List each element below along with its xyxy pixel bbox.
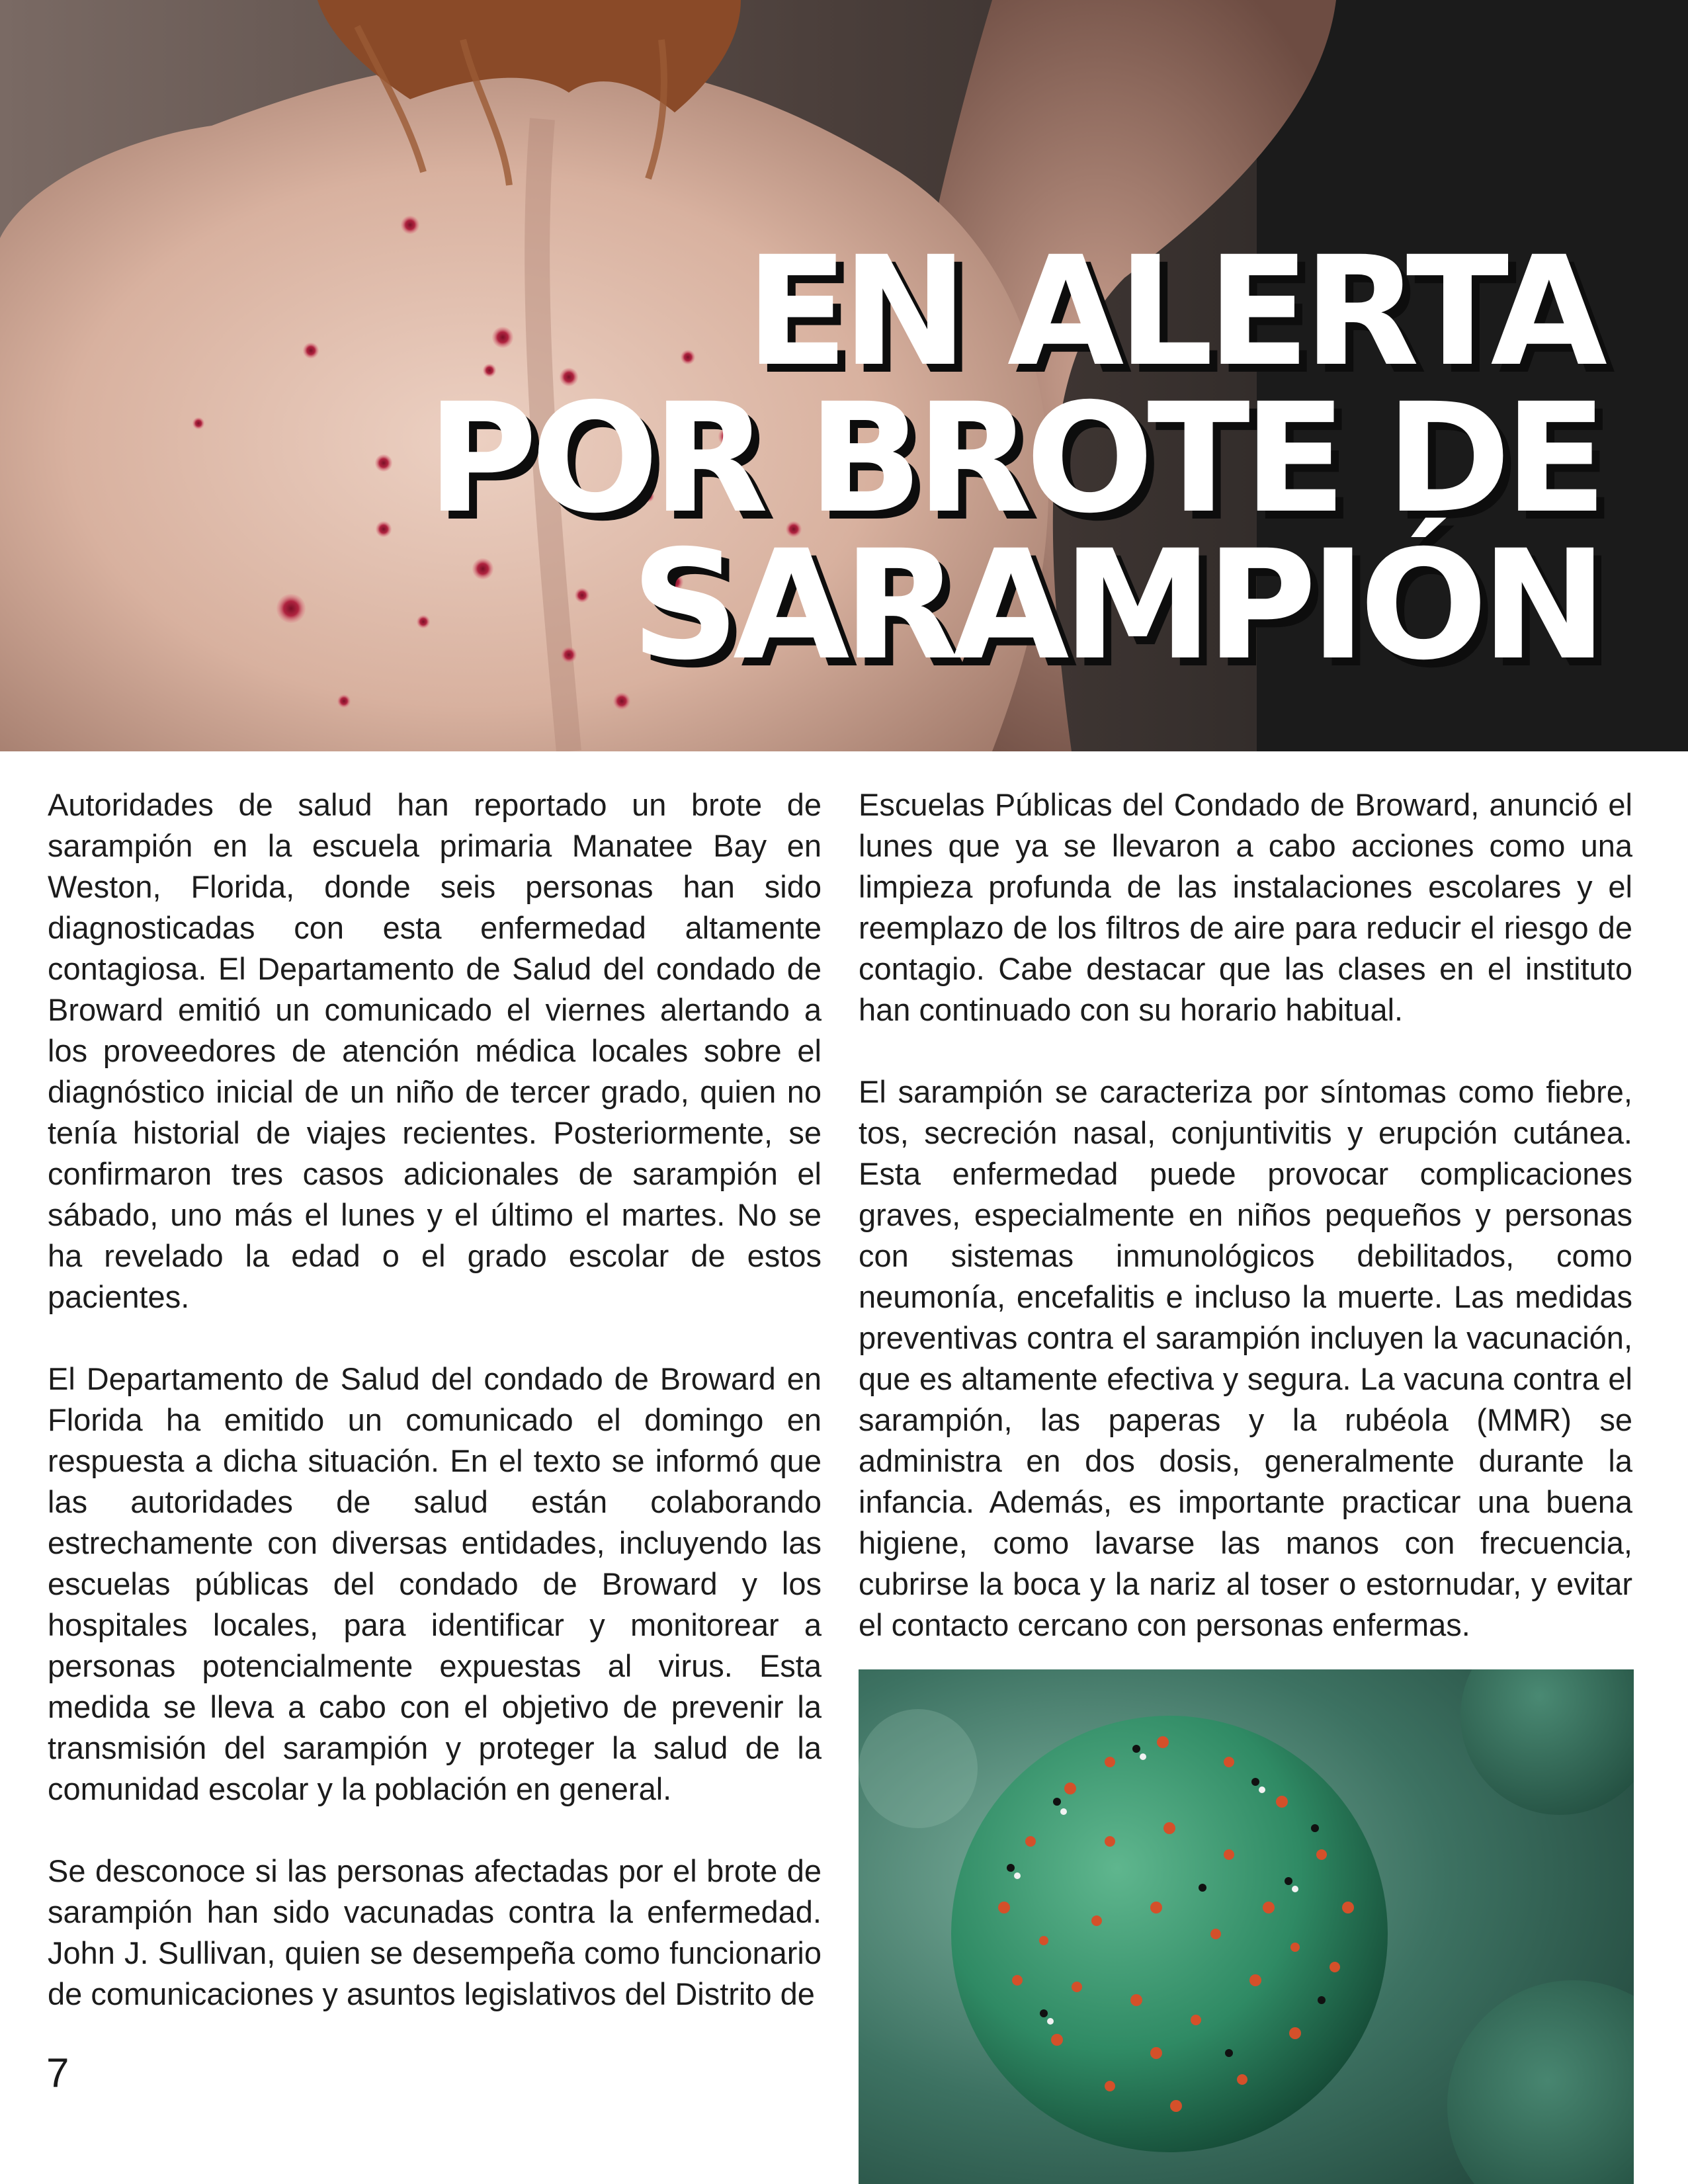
article-column-left: [48, 784, 822, 2056]
article-title-line: EN ALERTA: [745, 224, 1601, 399]
article-paragraph: Autoridades de salud han reportado un brote de sarampión en la escuela primaria Manatee Bay en Weston, Florida, donde seis personas han sido diagnosticadas con esta enfermedad altamente contagiosa. El Departamento de Salud del condado de Broward emitió un comunicado el viernes alertando a los proveedores de atención médica locales sobre el diagnóstico inicial de un niño de tercer grado, quien no tenía historial de viajes recientes. Posteriormente, se confirmaron tres casos adicionales de sarampión el sábado, uno más el lunes y el último el martes. No se ha revelado la edad o el grado escolar de estos pacientes.: [48, 787, 822, 1314]
virus-illustration: [859, 1669, 1634, 2184]
page-number: 7: [46, 2050, 69, 2096]
article-paragraph: Se desconoce si las personas afectadas por el brote de sarampión han sido vacunadas contra la enfermedad. John J. Sullivan, quien se desempeña como funcionario de comunicaciones y asuntos legislativos del Distrito de: [48, 1853, 822, 2011]
hero-banner: [0, 0, 1688, 751]
article-title-line: SARAMPIÓN: [630, 517, 1601, 693]
article-title: [427, 224, 1601, 693]
article-paragraph: Escuelas Públicas del Condado de Broward, anunció el lunes que ya se llevaron a cabo acciones como una limpieza profunda de las instalaciones escolares y el reemplazo de los filtros de aire para reducir el riesgo de contagio. Cabe destacar que las clases en el instituto han continuado con su horario habitual.: [859, 787, 1632, 1027]
measles-virus-image: [859, 1669, 1634, 2184]
article-title-line: POR BROTE DE: [427, 370, 1601, 546]
article-column-right: [859, 784, 1632, 1687]
article-paragraph: El Departamento de Salud del condado de Broward en Florida ha emitido un comunicado el domingo en respuesta a dicha situación. En el texto se informó que las autoridades de salud están colaborando estrechamente con diversas entidades, incluyendo las escuelas públicas del condado de Broward y los hospitales locales, para identificar y monitorear a personas potencialmente expuestas al virus. Esta medida se lleva a cabo con el objetivo de prevenir la transmisión del sarampión y proteger la salud de la comunidad escolar y la población en general.: [48, 1361, 822, 1806]
article-paragraph: El sarampión se caracteriza por síntomas como fiebre, tos, secreción nasal, conjuntivitis y erupción cutánea. Esta enfermedad puede provocar complicaciones graves, especialmente en niños pequeños y personas con sistemas inmunológicos debilitados, como neumonía, encefalitis e incluso la muerte. Las medidas preventivas contra el sarampión incluyen la vacunación, que es altamente efectiva y segura. La vacuna contra el sarampión, las paperas y la rubéola (MMR) se administra en dos dosis, generalmente durante la infancia. Además, es importante practicar una buena higiene, como lavarse las manos con frecuencia, cubrirse la boca y la nariz al toser o estornudar, y evitar el contacto cercano con personas enfermas.: [859, 1074, 1632, 1642]
